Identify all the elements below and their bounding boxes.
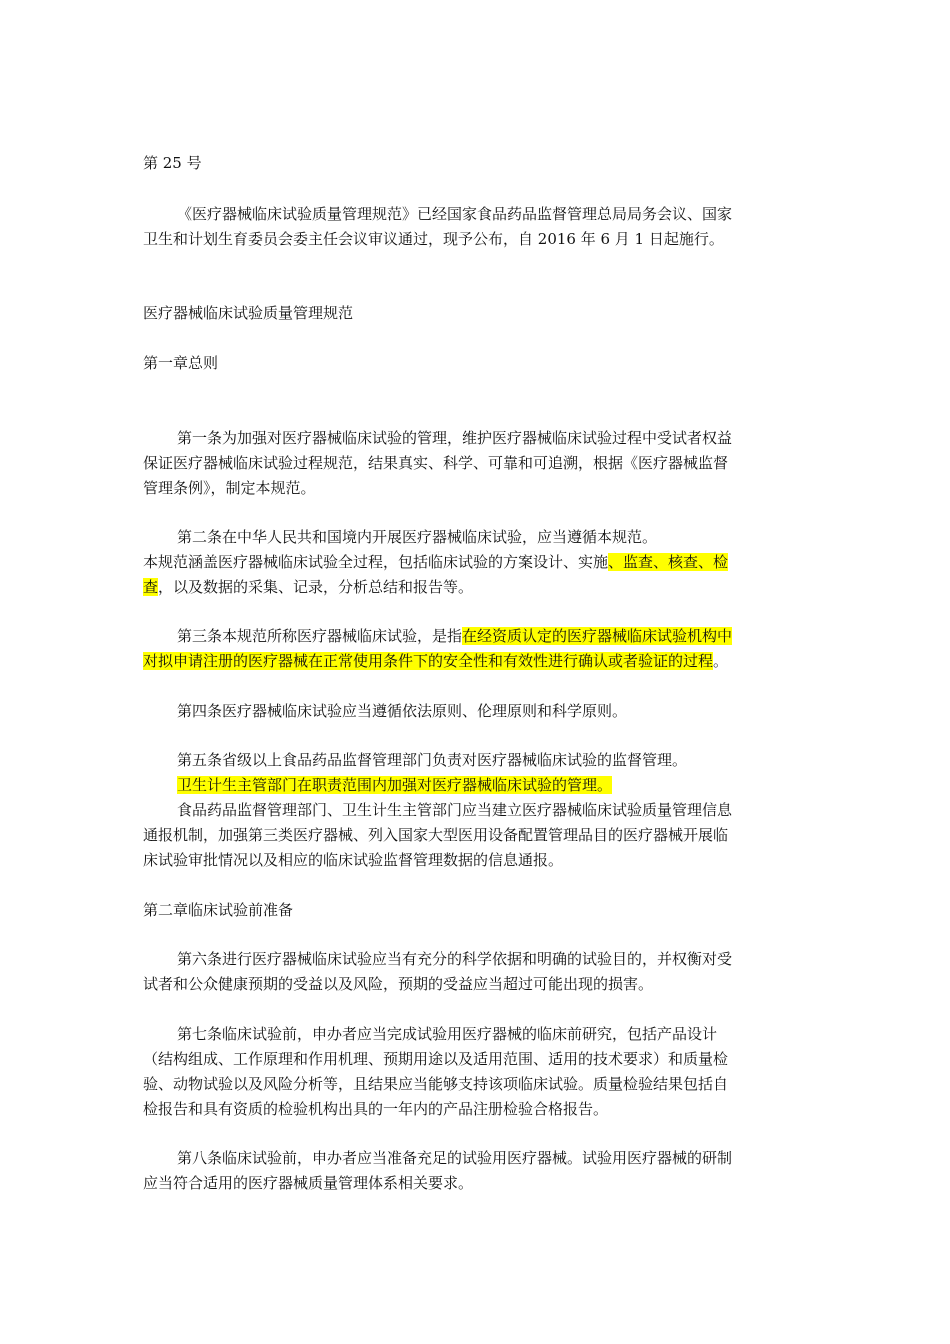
article-3-highlight: 在经资质认定的医疗器械临床试验机构中 [462, 627, 733, 645]
article-7-line-4: 检报告和具有资质的检验机构出具的一年内的产品注册检验合格报告。 [143, 1100, 609, 1118]
article-5-line-3: 食品药品监督管理部门、卫生计生主管部门应当建立医疗器械临床试验质量管理信息 [177, 801, 733, 819]
article-2-text: 本规范涵盖医疗器械临床试验全过程，包括临床试验的方案设计、实施 [143, 553, 609, 571]
article-7-line-2: （结构组成、工作原理和作用机理、预期用途以及适用范围、适用的技术要求）和质量检 [143, 1050, 729, 1068]
article-3-line-2 [143, 651, 728, 671]
article-4: 第四条医疗器械临床试验应当遵循依法原则、伦理原则和科学原则。 [177, 702, 628, 720]
document-title: 医疗器械临床试验质量管理规范 [143, 304, 354, 322]
article-5-line-1: 第五条省级以上食品药品监督管理部门负责对医疗器械临床试验的监督管理。 [177, 751, 688, 769]
article-8-line-1: 第八条临床试验前，申办者应当准备充足的试验用医疗器械。试验用医疗器械的研制 [177, 1149, 733, 1167]
document-number: 第 25 号 [143, 154, 202, 172]
article-5-highlight: 卫生计生主管部门在职责范围内加强对医疗器械临床试验的管理。 [177, 776, 613, 794]
article-3-line-1 [177, 626, 732, 646]
preamble-line-2: 卫生和计划生育委员会委主任会议审议通过，现予公布，自 2016 年 6 月 1 日起施行。 [143, 230, 724, 248]
article-1-line-2: 保证医疗器械临床试验过程规范，结果真实、科学、可靠和可追溯，根据《医疗器械监督 [143, 454, 729, 472]
preamble-line-1: 《医疗器械临床试验质量管理规范》已经国家食品药品监督管理总局局务会议、国家 [177, 205, 733, 223]
article-3-highlight-2: 对拟申请注册的医疗器械在正常使用条件下的安全性和有效性进行确认或者验证的过程 [143, 652, 714, 670]
article-5-line-4: 通报机制，加强第三类医疗器械、列入国家大型医用设备配置管理品目的医疗器械开展临 [143, 826, 729, 844]
article-2-line-1: 第二条在中华人民共和国境内开展医疗器械临床试验，应当遵循本规范。 [177, 528, 658, 546]
article-2-line-3 [143, 577, 473, 597]
article-2-highlight: 、监查、核查、检 [608, 553, 729, 571]
article-2-line-2 [143, 552, 728, 572]
article-1-line-3: 管理条例》，制定本规范。 [143, 479, 316, 497]
article-5-line-2 [177, 775, 612, 795]
article-6-line-1: 第六条进行医疗器械临床试验应当有充分的科学依据和明确的试验目的，并权衡对受 [177, 950, 733, 968]
article-3-text-end: 。 [713, 652, 729, 670]
article-1-line-1: 第一条为加强对医疗器械临床试验的管理，维护医疗器械临床试验过程中受试者权益 [177, 429, 733, 447]
article-6-line-2: 试者和公众健康预期的受益以及风险，预期的受益应当超过可能出现的损害。 [143, 975, 654, 993]
article-7-line-3: 验、动物试验以及风险分析等，且结果应当能够支持该项临床试验。质量检验结果包括自 [143, 1075, 729, 1093]
chapter-1-heading: 第一章总则 [143, 354, 219, 372]
article-2-highlight-end: 查 [143, 578, 159, 596]
chapter-2-heading: 第二章临床试验前准备 [143, 901, 294, 919]
article-8-line-2: 应当符合适用的医疗器械质量管理体系相关要求。 [143, 1174, 474, 1192]
article-2-text-end: ，以及数据的采集、记录，分析总结和报告等。 [158, 578, 474, 596]
article-3-text: 第三条本规范所称医疗器械临床试验，是指 [177, 627, 463, 645]
article-5-line-5: 床试验审批情况以及相应的临床试验监督管理数据的信息通报。 [143, 851, 564, 869]
article-7-line-1: 第七条临床试验前，申办者应当完成试验用医疗器械的临床前研究，包括产品设计 [177, 1025, 718, 1043]
